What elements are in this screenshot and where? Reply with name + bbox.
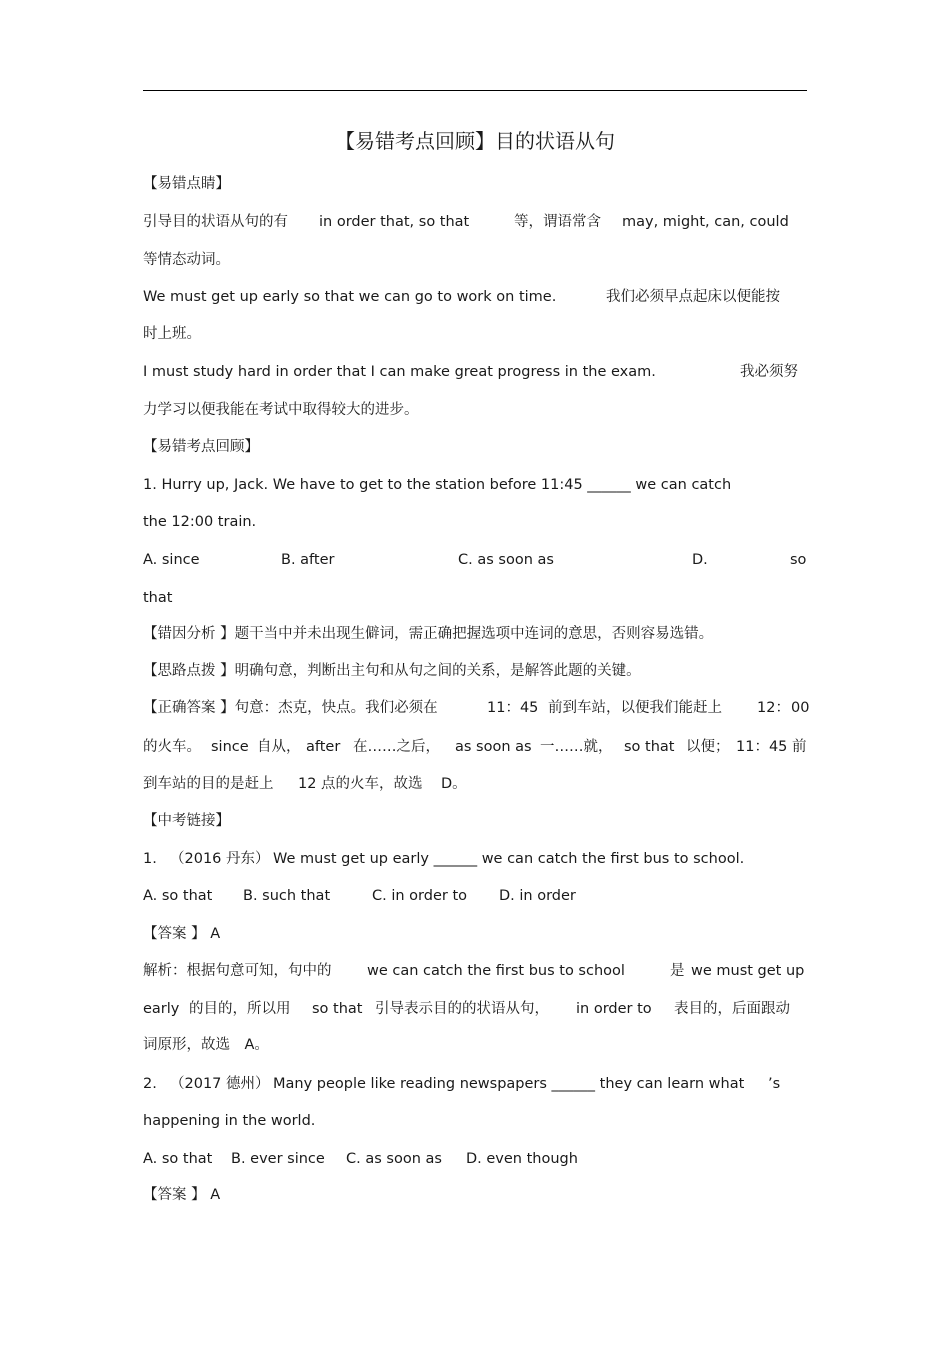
exam-question1-explanation: 是 [670, 963, 685, 979]
question1-option-d: D. [692, 552, 708, 568]
exam-question1-explanation: we must get up [691, 963, 805, 979]
example1-chinese-a: 我们必须早点起床以便能按 [606, 289, 780, 305]
example1-chinese-b: 时上班。 [143, 326, 201, 342]
answer-line3-part: 到车站的目的是赶上 [143, 776, 274, 792]
answer-line3-part: D。 [441, 776, 467, 792]
question1-text-b: the 12:00 train. [143, 514, 257, 530]
exam-question2-source: （2017 德州） [170, 1076, 270, 1092]
answer-line1-part: 前到车站，以便我们能赶上 [548, 700, 722, 716]
answer-line2-part: as soon as [455, 739, 532, 755]
answer-line2-part: after [306, 739, 341, 755]
intro-line2: 等情态动词。 [143, 252, 230, 268]
section-heading-exam-link: 【中考链接】 [143, 813, 230, 829]
intro-line1-d: may, might, can, could [622, 214, 789, 230]
answer-line2-part: 自从， [257, 739, 301, 755]
exam-question1-explanation: 的目的，所以用 [189, 1001, 291, 1017]
exam-question1-explanation: 表目的，后面跟动 [674, 1001, 790, 1017]
question1-option-c: C. as soon as [458, 552, 554, 568]
question1-option-d-text-b: that [143, 590, 173, 606]
exam-question2-option: D. even though [466, 1151, 578, 1167]
exam-question1-explanation: early [143, 1001, 180, 1017]
intro-line1-c: 等，谓语常含 [514, 214, 601, 230]
answer-line2-part: 11：45 [736, 739, 788, 755]
exam-question1-option: B. such that [243, 888, 331, 904]
intro-line1-a: 引导目的状语从句的有 [143, 214, 288, 230]
question1-option-a: A. since [143, 552, 200, 568]
answer-line1-part: 【正确答案 】句意：杰克，快点。我们必须在 [143, 700, 438, 716]
exam-question1-source: （2016 丹东） [170, 851, 270, 867]
example2-chinese-a: 我必须努 [740, 364, 798, 380]
answer-line1-part: 12： [757, 700, 790, 716]
exam-question2-option: C. as soon as [346, 1151, 442, 1167]
example2-chinese-b: 力学习以便我能在考试中取得较大的进步。 [143, 402, 419, 418]
exam-question2-text-end: ’s [768, 1076, 781, 1092]
answer-line2-part: 以便； [686, 739, 730, 755]
answer-line2-part: 的火车。 [143, 739, 201, 755]
exam-question2-number: 2. [143, 1076, 157, 1092]
section-heading-intro: 【易错点睛】 [143, 176, 230, 192]
error-analysis: 【错因分析 】题干当中并未出现生僻词，需正确把握选项中连词的意思，否则容易选错。 [143, 626, 714, 642]
exam-question1-text: We must get up early ______ we can catch the first bus to school. [273, 851, 745, 867]
exam-question1-answer: 【答案 】 A [143, 926, 221, 942]
example1-english: We must get up early so that we can go to work on time. [143, 289, 557, 305]
exam-question1-option: C. in order to [372, 888, 468, 904]
exam-question2-option: B. ever since [231, 1151, 325, 1167]
answer-line1-part: 00 [791, 700, 810, 716]
exam-question2-text-b: happening in the world. [143, 1113, 316, 1129]
exam-question1-explanation: 词原形，故选 A。 [143, 1037, 269, 1053]
section-heading-review: 【易错考点回顾】 [143, 439, 259, 455]
exam-question1-explanation: so that [312, 1001, 363, 1017]
question1-option-d-text-a: so [790, 552, 807, 568]
intro-line1-b: in order that, so that [319, 214, 470, 230]
exam-question1-option: D. in order [499, 888, 576, 904]
answer-line2-part: so that [624, 739, 675, 755]
thinking-hint: 【思路点拨 】明确句意，判断出主句和从句之间的关系，是解答此题的关键。 [143, 663, 641, 679]
exam-question2-text: Many people like reading newspapers ______ they can learn what [273, 1076, 745, 1092]
header-rule [143, 90, 807, 91]
exam-question1-explanation: we can catch the first bus to school [367, 963, 625, 979]
answer-line3-part: 12 点的火车，故选 [298, 776, 423, 792]
example2-english: I must study hard in order that I can make great progress in the exam. [143, 364, 656, 380]
exam-question1-explanation: 引导表示目的的状语从句， [375, 1001, 549, 1017]
answer-line2-part: 前 [792, 739, 807, 755]
exam-question2-option: A. so that [143, 1151, 213, 1167]
answer-line2-part: since [211, 739, 249, 755]
exam-question1-explanation: in order to [576, 1001, 652, 1017]
page-title: 【易错考点回顾】目的状语从句 [335, 129, 615, 153]
exam-question2-answer: 【答案 】 A [143, 1187, 221, 1203]
question1-text-a: 1. Hurry up, Jack. We have to get to the station before 11:45 ______ we can catch [143, 477, 732, 493]
question1-option-b: B. after [281, 552, 335, 568]
exam-question1-explanation: 解析：根据句意可知，句中的 [143, 963, 332, 979]
exam-question1-option: A. so that [143, 888, 213, 904]
answer-line2-part: 在……之后， [353, 739, 440, 755]
answer-line1-part: 11：45 [487, 700, 539, 716]
exam-question1-number: 1. [143, 851, 157, 867]
answer-line2-part: 一……就， [540, 739, 613, 755]
